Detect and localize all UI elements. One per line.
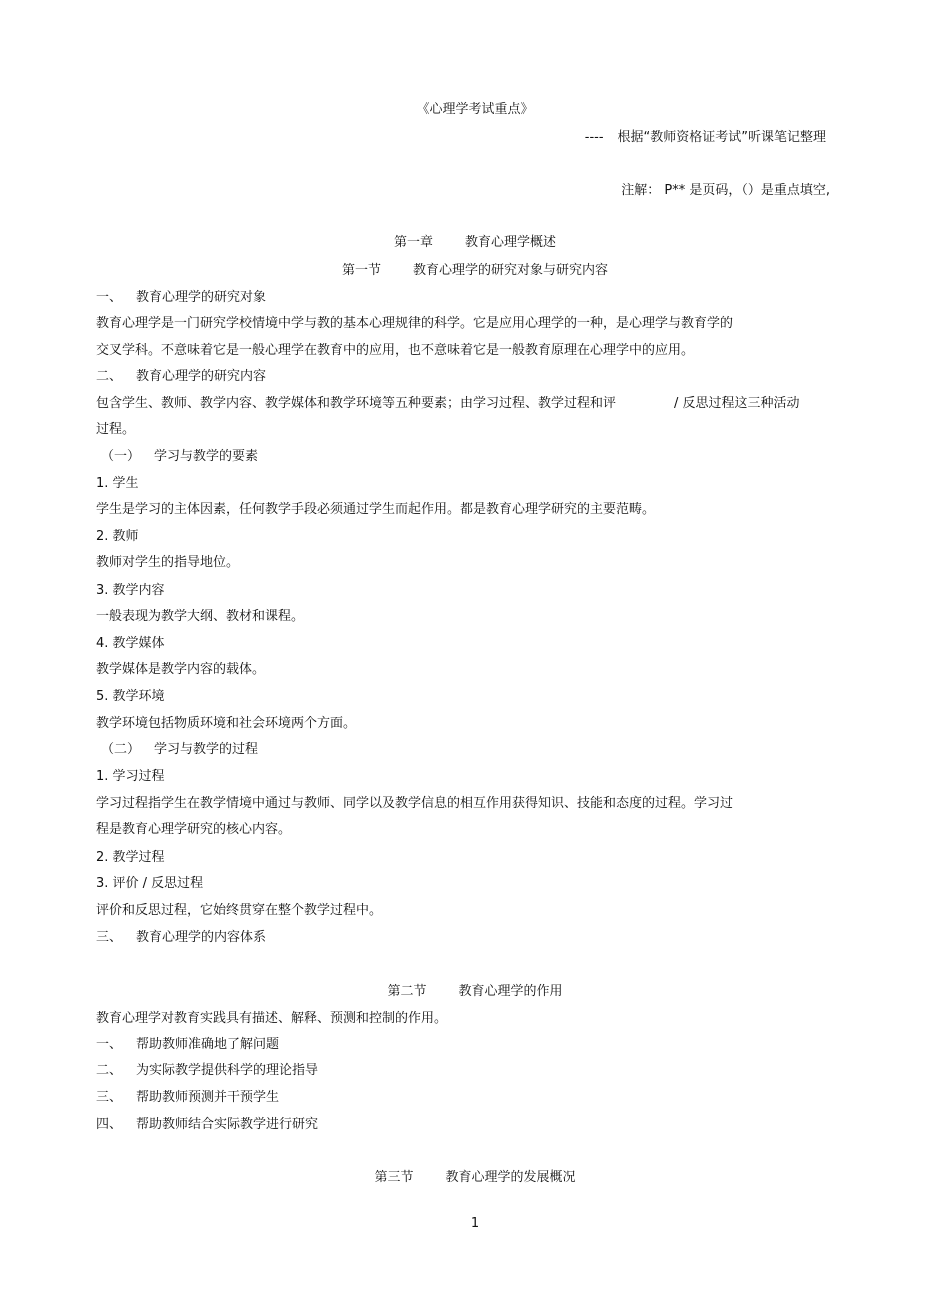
subtitle-dash: ---- <box>584 130 604 145</box>
paragraph-line: 教育心理学是一门研究学校情境中学与教的基本心理规律的科学。它是应用心理学的一种，是心理学与教育学的 <box>96 316 734 331</box>
heading-research-object: 一、 教育心理学的研究对象 <box>96 290 267 305</box>
paragraph-line: 教育心理学对教育实践具有描述、解释、预测和控制的作用。 <box>96 1011 448 1026</box>
list-item: 三、 帮助教师预测并干预学生 <box>96 1090 280 1105</box>
list-item-text: 评价和反思过程，它始终贯穿在整个教学过程中。 <box>96 903 383 918</box>
subheading-process: （二） 学习与教学的过程 <box>101 742 259 757</box>
list-item-title: 1. 学习过程 <box>96 769 165 784</box>
page-number: 1 <box>470 1216 480 1231</box>
chapter-number: 第一章 <box>393 235 433 250</box>
section-heading <box>0 1169 950 1187</box>
list-item: 一、 帮助教师准确地了解问题 <box>96 1037 280 1052</box>
list-item-title: 1. 学生 <box>96 476 139 491</box>
section-number: 第一节 <box>341 263 381 278</box>
list-item-title: 2. 教学过程 <box>96 850 165 865</box>
list-item-text: 教学媒体是教学内容的载体。 <box>96 662 266 677</box>
document-title: 《心理学考试重点》 <box>416 102 534 117</box>
chapter-heading <box>0 234 950 252</box>
list-item-title: 2. 教师 <box>96 529 139 544</box>
section-title: 教育心理学的研究对象与研究内容 <box>413 263 609 278</box>
heading-research-content: 二、 教育心理学的研究内容 <box>96 369 267 384</box>
list-item-title: 5. 教学环境 <box>96 689 165 704</box>
list-item-title: 4. 教学媒体 <box>96 636 165 651</box>
section-number: 第三节 <box>374 1170 414 1185</box>
section-number: 第二节 <box>387 984 427 999</box>
heading-content-system: 三、 教育心理学的内容体系 <box>96 930 267 945</box>
section-heading <box>0 262 950 280</box>
list-item-text: 程是教育心理学研究的核心内容。 <box>96 822 292 837</box>
subtitle-text: 根据“教师资格证考试”听课笔记整理 <box>617 130 826 145</box>
list-item: 四、 帮助教师结合实际教学进行研究 <box>96 1117 319 1132</box>
document-note: 注解： P** 是页码，（）是重点填空, <box>621 183 830 198</box>
document-subtitle <box>585 129 826 147</box>
section-title: 教育心理学的发展概况 <box>445 1170 576 1185</box>
list-item-text: 教师对学生的指导地位。 <box>96 555 240 570</box>
list-item-text: 学生是学习的主体因素，任何教学手段必须通过学生而起作用。都是教育心理学研究的主要范畴。 <box>96 502 656 517</box>
chapter-title: 教育心理学概述 <box>465 235 557 250</box>
list-item-text: 学习过程指学生在教学情境中通过与教师、同学以及教学信息的相互作用获得知识、技能和态度的过程。学习过 <box>96 796 734 811</box>
section-heading <box>0 983 950 1001</box>
list-item-text: 教学环境包括物质环境和社会环境两个方面。 <box>96 716 357 731</box>
paragraph-line: 交叉学科。不意味着它是一般心理学在教育中的应用，也不意味着它是一般教育原理在心理学中的应用。 <box>96 343 695 358</box>
list-item-text: 一般表现为教学大纲、教材和课程。 <box>96 609 305 624</box>
subheading-elements: （一） 学习与教学的要素 <box>101 449 259 464</box>
paragraph-line: 过程。 <box>96 422 136 437</box>
list-item: 二、 为实际教学提供科学的理论指导 <box>96 1063 319 1078</box>
section-title: 教育心理学的作用 <box>458 984 563 999</box>
list-item-title: 3. 评价 / 反思过程 <box>96 876 204 891</box>
paragraph-line: 包含学生、教师、教学内容、教学媒体和教学环境等五种要素；由学习过程、教学过程和评 / 反思过程这三种活动 <box>96 396 800 411</box>
list-item-title: 3. 教学内容 <box>96 583 165 598</box>
